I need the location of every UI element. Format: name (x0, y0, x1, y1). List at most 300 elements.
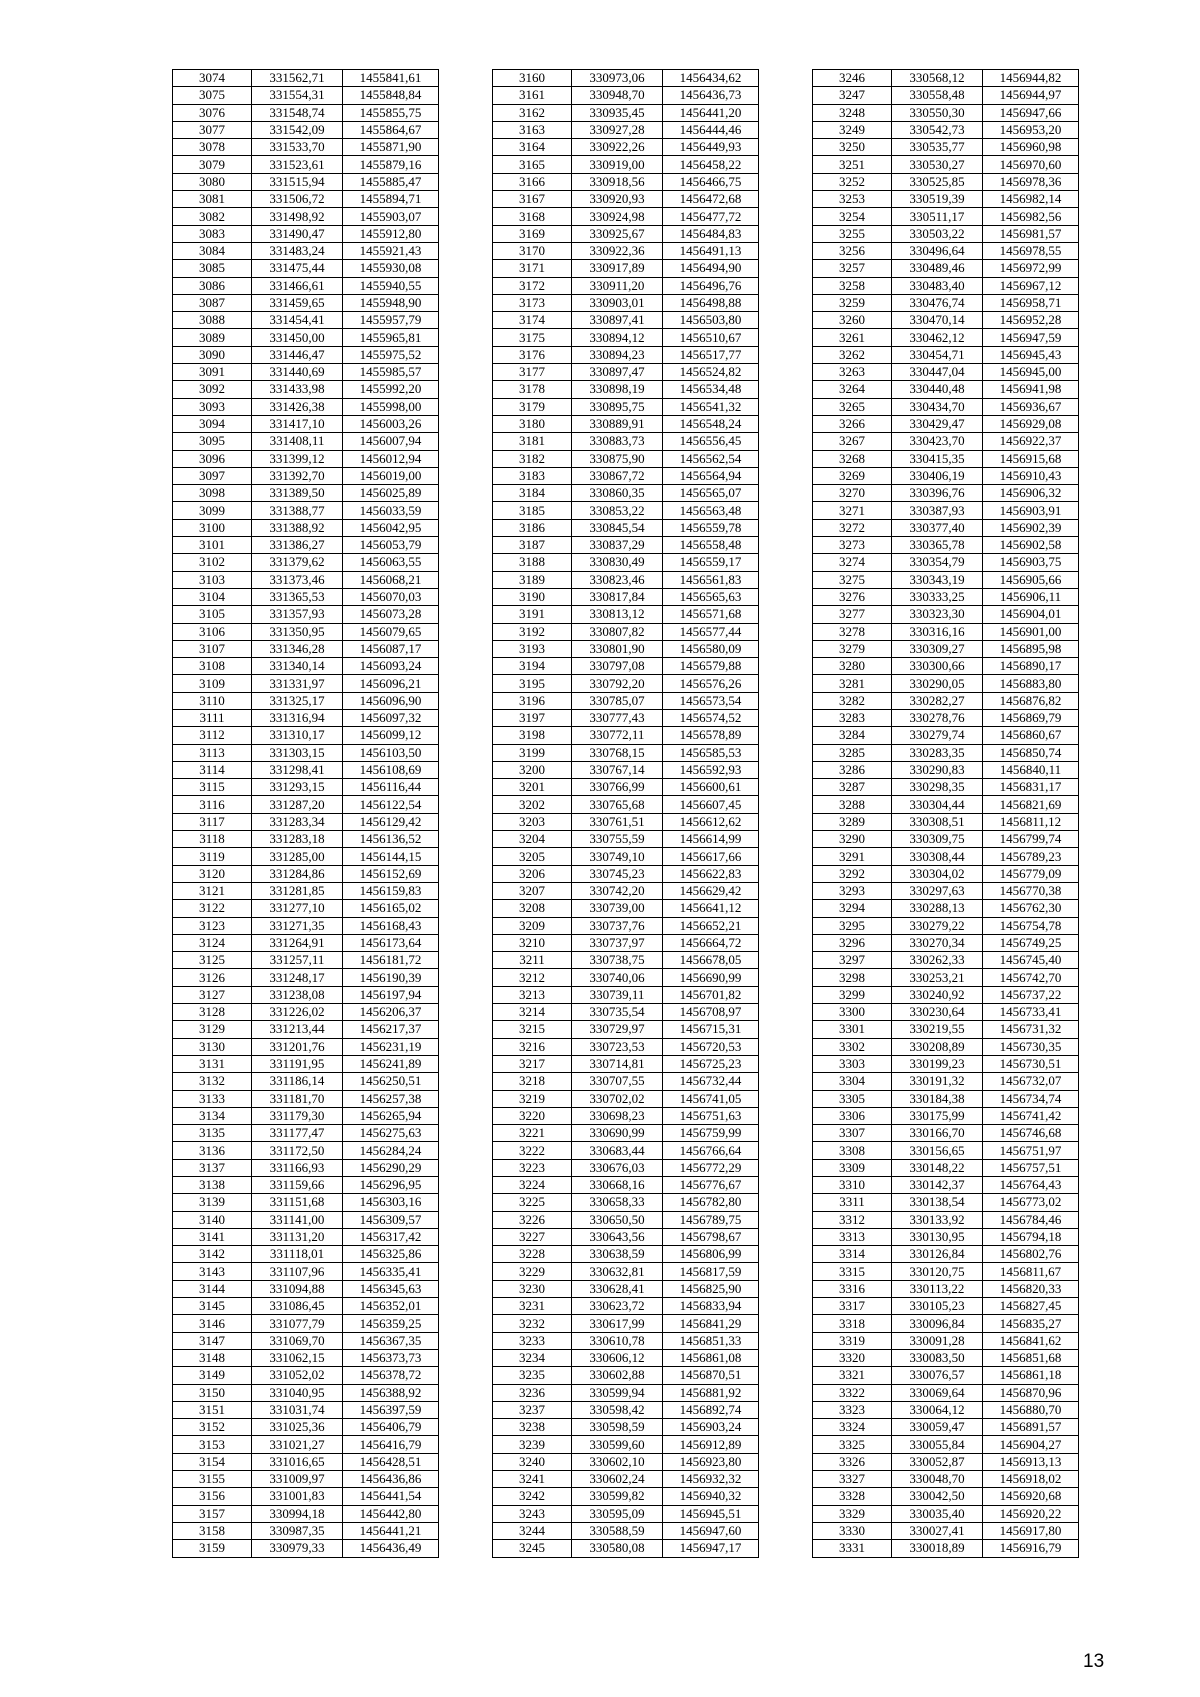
x-coordinate-cell: 331191,95 (252, 1055, 343, 1072)
table-row (493, 692, 759, 709)
y-coordinate-cell: 1456290,29 (343, 1159, 439, 1176)
y-coordinate-cell: 1456821,69 (983, 796, 1079, 813)
point-number-cell: 3324 (813, 1419, 892, 1436)
y-coordinate-cell: 1456929,08 (983, 415, 1079, 432)
point-number-cell: 3259 (813, 294, 892, 311)
point-number-cell: 3251 (813, 156, 892, 173)
y-coordinate-cell: 1456099,12 (343, 727, 439, 744)
x-coordinate-cell: 330606,12 (572, 1349, 663, 1366)
table-row (493, 260, 759, 277)
y-coordinate-cell: 1456952,28 (983, 312, 1079, 329)
x-coordinate-cell: 330530,27 (892, 156, 983, 173)
y-coordinate-cell: 1456981,57 (983, 225, 1079, 242)
table-row (493, 606, 759, 623)
y-coordinate-cell: 1456759,99 (663, 1125, 759, 1142)
table-row (813, 675, 1079, 692)
y-coordinate-cell: 1456906,32 (983, 485, 1079, 502)
table-row (813, 1349, 1079, 1366)
y-coordinate-cell: 1456042,95 (343, 519, 439, 536)
point-number-cell: 3075 (173, 87, 252, 104)
point-number-cell: 3167 (493, 191, 572, 208)
x-coordinate-cell: 330919,00 (572, 156, 663, 173)
x-coordinate-cell: 330343,19 (892, 571, 983, 588)
y-coordinate-cell: 1456571,68 (663, 606, 759, 623)
point-number-cell: 3096 (173, 450, 252, 467)
point-number-cell: 3093 (173, 398, 252, 415)
table-row (813, 1367, 1079, 1384)
point-number-cell: 3207 (493, 882, 572, 899)
x-coordinate-cell: 330894,12 (572, 329, 663, 346)
y-coordinate-cell: 1456770,38 (983, 882, 1079, 899)
x-coordinate-cell: 331498,92 (252, 208, 343, 225)
point-number-cell: 3110 (173, 692, 252, 709)
table-row (173, 1073, 439, 1090)
point-number-cell: 3089 (173, 329, 252, 346)
table-row (493, 986, 759, 1003)
y-coordinate-cell: 1456250,51 (343, 1073, 439, 1090)
point-number-cell: 3114 (173, 761, 252, 778)
y-coordinate-cell: 1455985,57 (343, 364, 439, 381)
point-number-cell: 3206 (493, 865, 572, 882)
table-row (493, 709, 759, 726)
y-coordinate-cell: 1456757,51 (983, 1159, 1079, 1176)
table-row (173, 692, 439, 709)
point-number-cell: 3245 (493, 1540, 572, 1557)
point-number-cell: 3095 (173, 433, 252, 450)
x-coordinate-cell: 331388,77 (252, 502, 343, 519)
table-row (493, 571, 759, 588)
y-coordinate-cell: 1456617,66 (663, 848, 759, 865)
x-coordinate-cell: 330454,71 (892, 346, 983, 363)
x-coordinate-cell: 331186,14 (252, 1073, 343, 1090)
y-coordinate-cell: 1456096,90 (343, 692, 439, 709)
table-row (173, 934, 439, 951)
y-coordinate-cell: 1456754,78 (983, 917, 1079, 934)
x-coordinate-cell: 330623,72 (572, 1298, 663, 1315)
point-number-cell: 3103 (173, 571, 252, 588)
y-coordinate-cell: 1456782,80 (663, 1194, 759, 1211)
y-coordinate-cell: 1456053,79 (343, 537, 439, 554)
y-coordinate-cell: 1455894,71 (343, 191, 439, 208)
x-coordinate-cell: 330911,20 (572, 277, 663, 294)
table-row (493, 70, 759, 87)
table-row (813, 1522, 1079, 1539)
y-coordinate-cell: 1456891,57 (983, 1419, 1079, 1436)
x-coordinate-cell: 330738,75 (572, 952, 663, 969)
y-coordinate-cell: 1456967,12 (983, 277, 1079, 294)
table-row (813, 467, 1079, 484)
point-number-cell: 3325 (813, 1436, 892, 1453)
y-coordinate-cell: 1456715,31 (663, 1021, 759, 1038)
y-coordinate-cell: 1455848,84 (343, 87, 439, 104)
y-coordinate-cell: 1456947,60 (663, 1522, 759, 1539)
y-coordinate-cell: 1456970,60 (983, 156, 1079, 173)
point-number-cell: 3186 (493, 519, 572, 536)
point-number-cell: 3212 (493, 969, 572, 986)
point-number-cell: 3124 (173, 934, 252, 951)
x-coordinate-cell: 330208,89 (892, 1038, 983, 1055)
point-number-cell: 3120 (173, 865, 252, 882)
x-coordinate-cell: 330658,33 (572, 1194, 663, 1211)
point-number-cell: 3165 (493, 156, 572, 173)
point-number-cell: 3090 (173, 346, 252, 363)
table-row (173, 173, 439, 190)
y-coordinate-cell: 1456690,99 (663, 969, 759, 986)
y-coordinate-cell: 1456579,88 (663, 658, 759, 675)
x-coordinate-cell: 331357,93 (252, 606, 343, 623)
x-coordinate-cell: 330830,49 (572, 554, 663, 571)
x-coordinate-cell: 330683,44 (572, 1142, 663, 1159)
point-number-cell: 3134 (173, 1107, 252, 1124)
y-coordinate-cell: 1456165,02 (343, 900, 439, 917)
table-row (813, 1263, 1079, 1280)
table-row (813, 104, 1079, 121)
point-number-cell: 3307 (813, 1125, 892, 1142)
y-coordinate-cell: 1456524,82 (663, 364, 759, 381)
point-number-cell: 3261 (813, 329, 892, 346)
x-coordinate-cell: 330610,78 (572, 1332, 663, 1349)
table-row (173, 1436, 439, 1453)
table-row (493, 519, 759, 536)
point-number-cell: 3222 (493, 1142, 572, 1159)
x-coordinate-cell: 331172,50 (252, 1142, 343, 1159)
table-row (173, 1298, 439, 1315)
point-number-cell: 3145 (173, 1298, 252, 1315)
point-number-cell: 3301 (813, 1021, 892, 1038)
y-coordinate-cell: 1456764,43 (983, 1177, 1079, 1194)
table-row (173, 588, 439, 605)
x-coordinate-cell: 330568,12 (892, 70, 983, 87)
y-coordinate-cell: 1456734,74 (983, 1090, 1079, 1107)
table-row (493, 623, 759, 640)
table-row (173, 260, 439, 277)
point-number-cell: 3331 (813, 1540, 892, 1557)
x-coordinate-cell: 330973,06 (572, 70, 663, 87)
point-number-cell: 3226 (493, 1211, 572, 1228)
y-coordinate-cell: 1456766,64 (663, 1142, 759, 1159)
x-coordinate-cell: 331131,20 (252, 1228, 343, 1245)
table-row (813, 70, 1079, 87)
y-coordinate-cell: 1456972,99 (983, 260, 1079, 277)
table-row (813, 346, 1079, 363)
y-coordinate-cell: 1456025,89 (343, 485, 439, 502)
point-number-cell: 3173 (493, 294, 572, 311)
point-number-cell: 3181 (493, 433, 572, 450)
x-coordinate-cell: 331554,31 (252, 87, 343, 104)
x-coordinate-cell: 330602,24 (572, 1471, 663, 1488)
point-number-cell: 3201 (493, 779, 572, 796)
y-coordinate-cell: 1456510,67 (663, 329, 759, 346)
x-coordinate-cell: 330898,19 (572, 381, 663, 398)
x-coordinate-cell: 331293,15 (252, 779, 343, 796)
point-number-cell: 3278 (813, 623, 892, 640)
point-number-cell: 3117 (173, 813, 252, 830)
x-coordinate-cell: 330048,70 (892, 1471, 983, 1488)
x-coordinate-cell: 330304,44 (892, 796, 983, 813)
point-number-cell: 3153 (173, 1436, 252, 1453)
x-coordinate-cell: 331483,24 (252, 242, 343, 259)
point-number-cell: 3087 (173, 294, 252, 311)
table-row (173, 1453, 439, 1470)
point-number-cell: 3223 (493, 1159, 572, 1176)
point-number-cell: 3319 (813, 1332, 892, 1349)
point-number-cell: 3283 (813, 709, 892, 726)
x-coordinate-cell: 330729,97 (572, 1021, 663, 1038)
y-coordinate-cell: 1456097,32 (343, 709, 439, 726)
x-coordinate-cell: 330801,90 (572, 640, 663, 657)
table-row (813, 1142, 1079, 1159)
y-coordinate-cell: 1456303,16 (343, 1194, 439, 1211)
point-number-cell: 3326 (813, 1453, 892, 1470)
table-row (173, 1055, 439, 1072)
y-coordinate-cell: 1456073,28 (343, 606, 439, 623)
y-coordinate-cell: 1456811,12 (983, 813, 1079, 830)
y-coordinate-cell: 1456825,90 (663, 1280, 759, 1297)
y-coordinate-cell: 1456905,66 (983, 571, 1079, 588)
x-coordinate-cell: 330316,16 (892, 623, 983, 640)
point-number-cell: 3162 (493, 104, 572, 121)
y-coordinate-cell: 1456982,14 (983, 191, 1079, 208)
y-coordinate-cell: 1456664,72 (663, 934, 759, 951)
point-number-cell: 3125 (173, 952, 252, 969)
x-coordinate-cell: 330595,09 (572, 1505, 663, 1522)
point-number-cell: 3126 (173, 969, 252, 986)
table-row (493, 1540, 759, 1557)
x-coordinate-cell: 331373,46 (252, 571, 343, 588)
x-coordinate-cell: 330279,74 (892, 727, 983, 744)
y-coordinate-cell: 1456578,89 (663, 727, 759, 744)
y-coordinate-cell: 1456563,48 (663, 502, 759, 519)
point-number-cell: 3115 (173, 779, 252, 796)
table-row (813, 381, 1079, 398)
table-row (173, 606, 439, 623)
point-number-cell: 3196 (493, 692, 572, 709)
table-row (813, 502, 1079, 519)
table-row (493, 882, 759, 899)
x-coordinate-cell: 330184,38 (892, 1090, 983, 1107)
x-coordinate-cell: 330148,22 (892, 1159, 983, 1176)
point-number-cell: 3121 (173, 882, 252, 899)
table-row (813, 1021, 1079, 1038)
point-number-cell: 3098 (173, 485, 252, 502)
y-coordinate-cell: 1455948,90 (343, 294, 439, 311)
y-coordinate-cell: 1456284,24 (343, 1142, 439, 1159)
point-number-cell: 3176 (493, 346, 572, 363)
table-row (173, 364, 439, 381)
table-row (173, 640, 439, 657)
x-coordinate-cell: 330749,10 (572, 848, 663, 865)
table-row (813, 831, 1079, 848)
point-number-cell: 3105 (173, 606, 252, 623)
y-coordinate-cell: 1456144,15 (343, 848, 439, 865)
point-number-cell: 3328 (813, 1488, 892, 1505)
y-coordinate-cell: 1456428,51 (343, 1453, 439, 1470)
x-coordinate-cell: 331284,86 (252, 865, 343, 882)
table-row (493, 208, 759, 225)
point-number-cell: 3313 (813, 1228, 892, 1245)
x-coordinate-cell: 330297,63 (892, 882, 983, 899)
y-coordinate-cell: 1455975,52 (343, 346, 439, 363)
y-coordinate-cell: 1456881,92 (663, 1384, 759, 1401)
table-row (173, 1038, 439, 1055)
table-row (493, 346, 759, 363)
point-number-cell: 3273 (813, 537, 892, 554)
x-coordinate-cell: 331166,93 (252, 1159, 343, 1176)
point-number-cell: 3254 (813, 208, 892, 225)
x-coordinate-cell: 330027,41 (892, 1522, 983, 1539)
table-row (813, 986, 1079, 1003)
table-row (813, 796, 1079, 813)
table-row (813, 709, 1079, 726)
table-row (173, 1228, 439, 1245)
table-row (493, 1298, 759, 1315)
point-number-cell: 3210 (493, 934, 572, 951)
y-coordinate-cell: 1456122,54 (343, 796, 439, 813)
x-coordinate-cell: 331506,72 (252, 191, 343, 208)
x-coordinate-cell: 331001,83 (252, 1488, 343, 1505)
y-coordinate-cell: 1456116,44 (343, 779, 439, 796)
table-row (493, 1125, 759, 1142)
point-number-cell: 3235 (493, 1367, 572, 1384)
point-number-cell: 3100 (173, 519, 252, 536)
point-number-cell: 3130 (173, 1038, 252, 1055)
y-coordinate-cell: 1456745,40 (983, 952, 1079, 969)
table-row (173, 1401, 439, 1418)
table-row (813, 415, 1079, 432)
x-coordinate-cell: 330440,48 (892, 381, 983, 398)
y-coordinate-cell: 1456436,49 (343, 1540, 439, 1557)
table-row (813, 1073, 1079, 1090)
table-row (493, 796, 759, 813)
y-coordinate-cell: 1456359,25 (343, 1315, 439, 1332)
x-coordinate-cell: 330792,20 (572, 675, 663, 692)
y-coordinate-cell: 1455992,20 (343, 381, 439, 398)
point-number-cell: 3144 (173, 1280, 252, 1297)
x-coordinate-cell: 330535,77 (892, 139, 983, 156)
table-row (813, 1125, 1079, 1142)
point-number-cell: 3168 (493, 208, 572, 225)
point-number-cell: 3276 (813, 588, 892, 605)
y-coordinate-cell: 1456309,57 (343, 1211, 439, 1228)
x-coordinate-cell: 330076,57 (892, 1367, 983, 1384)
table-row (493, 865, 759, 882)
point-number-cell: 3211 (493, 952, 572, 969)
point-number-cell: 3088 (173, 312, 252, 329)
point-number-cell: 3233 (493, 1332, 572, 1349)
point-number-cell: 3243 (493, 1505, 572, 1522)
table-row (813, 433, 1079, 450)
x-coordinate-cell: 331118,01 (252, 1246, 343, 1263)
table-row (173, 485, 439, 502)
point-number-cell: 3229 (493, 1263, 572, 1280)
table-row (173, 537, 439, 554)
table-row (813, 1055, 1079, 1072)
point-number-cell: 3170 (493, 242, 572, 259)
point-number-cell: 3258 (813, 277, 892, 294)
x-coordinate-cell: 330304,02 (892, 865, 983, 882)
point-number-cell: 3216 (493, 1038, 572, 1055)
table-row (813, 1211, 1079, 1228)
y-coordinate-cell: 1456181,72 (343, 952, 439, 969)
x-coordinate-cell: 330462,12 (892, 329, 983, 346)
y-coordinate-cell: 1455912,80 (343, 225, 439, 242)
point-number-cell: 3253 (813, 191, 892, 208)
table-row (173, 519, 439, 536)
table-row (173, 1280, 439, 1297)
y-coordinate-cell: 1456870,51 (663, 1367, 759, 1384)
x-coordinate-cell: 330650,50 (572, 1211, 663, 1228)
x-coordinate-cell: 331459,65 (252, 294, 343, 311)
point-number-cell: 3277 (813, 606, 892, 623)
point-number-cell: 3148 (173, 1349, 252, 1366)
table-row (813, 1453, 1079, 1470)
table-row (493, 1107, 759, 1124)
y-coordinate-cell: 1456441,21 (343, 1522, 439, 1539)
y-coordinate-cell: 1456944,82 (983, 70, 1079, 87)
point-number-cell: 3104 (173, 588, 252, 605)
point-number-cell: 3290 (813, 831, 892, 848)
point-number-cell: 3292 (813, 865, 892, 882)
point-number-cell: 3079 (173, 156, 252, 173)
point-number-cell: 3183 (493, 467, 572, 484)
table-row (813, 294, 1079, 311)
x-coordinate-cell: 331562,71 (252, 70, 343, 87)
table-row (493, 1194, 759, 1211)
point-number-cell: 3282 (813, 692, 892, 709)
y-coordinate-cell: 1456574,52 (663, 709, 759, 726)
table-row (173, 571, 439, 588)
point-number-cell: 3159 (173, 1540, 252, 1557)
point-number-cell: 3180 (493, 415, 572, 432)
table-row (173, 329, 439, 346)
x-coordinate-cell: 330282,27 (892, 692, 983, 709)
x-coordinate-cell: 331248,17 (252, 969, 343, 986)
point-number-cell: 3293 (813, 882, 892, 899)
x-coordinate-cell: 330035,40 (892, 1505, 983, 1522)
y-coordinate-cell: 1456534,48 (663, 381, 759, 398)
table-row (173, 225, 439, 242)
point-number-cell: 3263 (813, 364, 892, 381)
table-row (493, 312, 759, 329)
x-coordinate-cell: 330767,14 (572, 761, 663, 778)
point-number-cell: 3172 (493, 277, 572, 294)
table-row (813, 1384, 1079, 1401)
x-coordinate-cell: 330883,73 (572, 433, 663, 450)
x-coordinate-cell: 330365,78 (892, 537, 983, 554)
table-row (813, 848, 1079, 865)
table-row (493, 87, 759, 104)
x-coordinate-cell: 330598,42 (572, 1401, 663, 1418)
x-coordinate-cell: 330927,28 (572, 121, 663, 138)
point-number-cell: 3178 (493, 381, 572, 398)
x-coordinate-cell: 330175,99 (892, 1107, 983, 1124)
point-number-cell: 3197 (493, 709, 572, 726)
table-row (173, 865, 439, 882)
x-coordinate-cell: 330308,51 (892, 813, 983, 830)
table-row (493, 831, 759, 848)
table-row (813, 969, 1079, 986)
y-coordinate-cell: 1456827,45 (983, 1298, 1079, 1315)
x-coordinate-cell: 331021,27 (252, 1436, 343, 1453)
table-row (813, 1159, 1079, 1176)
point-number-cell: 3109 (173, 675, 252, 692)
point-number-cell: 3122 (173, 900, 252, 917)
y-coordinate-cell: 1456434,62 (663, 70, 759, 87)
point-number-cell: 3171 (493, 260, 572, 277)
x-coordinate-cell: 330772,11 (572, 727, 663, 744)
y-coordinate-cell: 1456558,48 (663, 537, 759, 554)
table-row (493, 1038, 759, 1055)
